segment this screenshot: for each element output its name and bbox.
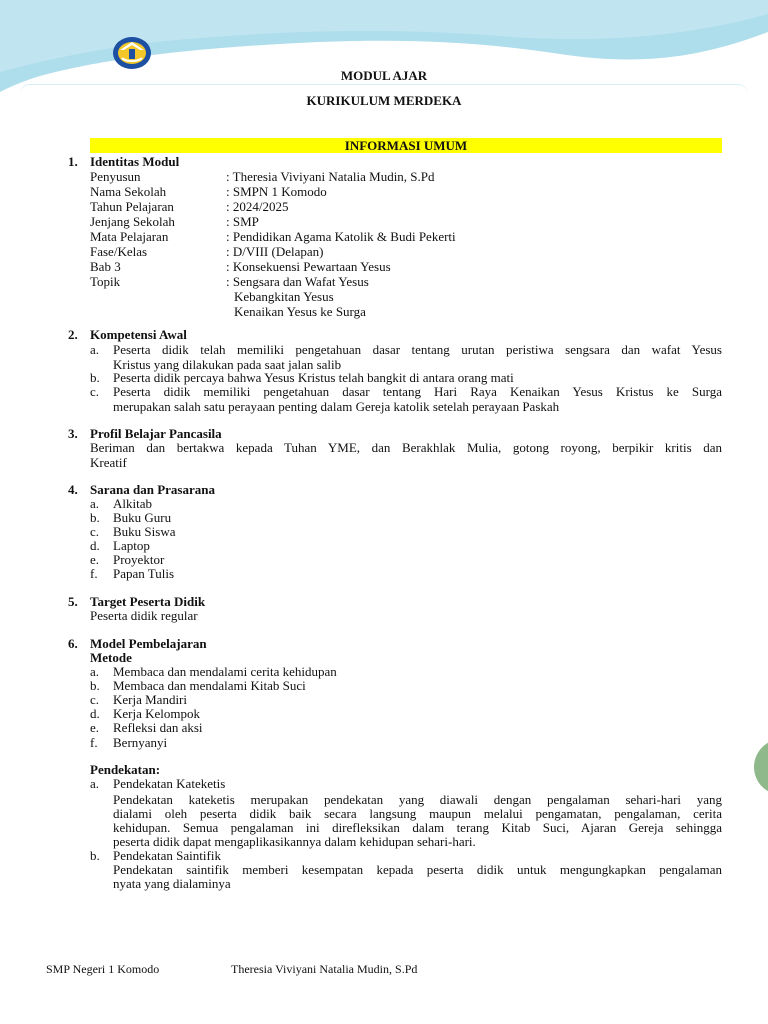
list-marker: f.	[90, 566, 98, 581]
side-decoration	[752, 738, 768, 796]
list-item: Laptop	[113, 538, 150, 553]
list-item: Peserta didik percaya bahwa Yesus Kristus telah bangkit di antara orang mati	[113, 370, 514, 385]
list-item: Papan Tulis	[113, 566, 175, 581]
list-item: Membaca dan mendalami Kitab Suci	[113, 678, 306, 693]
list-item: Proyektor	[113, 552, 165, 567]
subsection-heading: Metode	[90, 650, 132, 665]
section-heading: Identitas Modul	[90, 154, 180, 169]
section-number: 3.	[68, 426, 78, 441]
list-item: Kerja Mandiri	[113, 692, 188, 707]
list-item-continued: Kristus yang dilakukan pada saat jalan salib	[113, 357, 342, 372]
field-label: Jenjang Sekolah	[90, 214, 175, 229]
footer-author: Theresia Viviyani Natalia Mudin, S.Pd	[231, 962, 418, 976]
list-marker: e.	[90, 552, 100, 567]
field-label: Tahun Pelajaran	[90, 199, 174, 214]
list-marker: b.	[90, 848, 100, 863]
list-marker: f.	[90, 735, 98, 750]
section-heading: Sarana dan Prasarana	[90, 482, 215, 497]
field-value: : D/VIII (Delapan)	[226, 244, 324, 259]
section-heading: Kompetensi Awal	[90, 327, 187, 342]
list-item-title: Pendekatan Saintifik	[113, 848, 221, 863]
section-number: 2.	[68, 327, 78, 342]
field-value: : Konsekuensi Pewartaan Yesus	[226, 259, 391, 274]
field-label: Topik	[90, 274, 121, 289]
section-heading: Model Pembelajaran	[90, 636, 207, 651]
list-item: Buku Siswa	[113, 524, 176, 539]
field-value: : SMPN 1 Komodo	[226, 184, 327, 199]
list-marker: c.	[90, 524, 100, 539]
field-value: : SMP	[226, 214, 259, 229]
list-item: Peserta didik memiliki pengetahuan dasar tentang Hari Raya Kenaikan Yesus Kristus ke Surga	[113, 384, 722, 399]
field-value-continued: Kebangkitan Yesus	[234, 289, 334, 304]
section-number: 1.	[68, 154, 78, 169]
list-item-title: Pendekatan Kateketis	[113, 776, 226, 791]
list-marker: b.	[90, 510, 100, 525]
paragraph-text: kehidupan. Semua pengalaman ini direfleksikan dalam terang Kitab Suci, Ajaran Gereja sehingga	[113, 820, 722, 835]
list-marker: c.	[90, 384, 100, 399]
list-marker: a.	[90, 342, 100, 357]
list-item: Alkitab	[113, 496, 152, 511]
list-item: Membaca dan mendalami cerita kehidupan	[113, 664, 337, 679]
section-heading: Profil Belajar Pancasila	[90, 426, 222, 441]
field-label: Nama Sekolah	[90, 184, 167, 199]
list-marker: b.	[90, 678, 100, 693]
footer-school: SMP Negeri 1 Komodo	[46, 962, 160, 976]
section-number: 6.	[68, 636, 78, 651]
field-value: : Pendidikan Agama Katolik & Budi Pekerti	[226, 229, 456, 244]
field-label: Bab 3	[90, 259, 121, 274]
paragraph-text-continued: Kreatif	[90, 455, 127, 470]
field-label: Mata Pelajaran	[90, 229, 169, 244]
paragraph-text: peserta didik dapat mengaplikasikannya dalam kehidupan sehari-hari.	[113, 834, 476, 849]
section-banner: INFORMASI UMUM	[90, 138, 722, 153]
document-subtitle: KURIKULUM MERDEKA	[306, 93, 462, 108]
list-item-continued: merupakan salah satu perayaan penting dalam Gereja katolik setelah perayaan Paskah	[113, 399, 560, 414]
paragraph-text: Beriman dan bertakwa kepada Tuhan YME, dan Berakhlak Mulia, gotong royong, berpikir kritis dan	[90, 440, 722, 455]
subsection-heading: Pendekatan:	[90, 762, 161, 777]
paragraph-text: dialami oleh peserta didik baik secara langsung maupun melalui pengamatan, pengalaman, cerita	[113, 806, 722, 821]
list-item: Peserta didik telah memiliki pengetahuan dasar tentang urutan peristiwa sengsara dan wafat Yesus	[113, 342, 722, 357]
field-value-continued: Kenaikan Yesus ke Surga	[234, 304, 366, 319]
paragraph-text: Pendekatan saintifik memberi kesempatan kepada peserta didik untuk mengungkapkan pengalaman	[113, 862, 722, 877]
list-marker: b.	[90, 370, 100, 385]
list-item: Buku Guru	[113, 510, 172, 525]
list-marker: c.	[90, 692, 100, 707]
field-value: : Sengsara dan Wafat Yesus	[226, 274, 369, 289]
document-title: MODUL AJAR	[340, 68, 428, 83]
paragraph-text: nyata yang dialaminya	[113, 876, 231, 891]
field-value: : Theresia Viviyani Natalia Mudin, S.Pd	[226, 169, 435, 184]
list-item: Kerja Kelompok	[113, 706, 201, 721]
tut-wuri-handayani-logo-icon	[112, 36, 152, 70]
paragraph-text: Peserta didik regular	[90, 608, 198, 623]
paragraph-text: Pendekatan kateketis merupakan pendekatan yang diawali dengan pengalaman sehari-hari yang	[113, 792, 722, 807]
section-heading: Target Peserta Didik	[90, 594, 206, 609]
section-number: 5.	[68, 594, 78, 609]
field-label: Penyusun	[90, 169, 141, 184]
list-marker: e.	[90, 720, 100, 735]
list-marker: d.	[90, 538, 100, 553]
field-value: : 2024/2025	[226, 199, 289, 214]
list-marker: a.	[90, 776, 100, 791]
list-marker: a.	[90, 664, 100, 679]
section-number: 4.	[68, 482, 78, 497]
list-item: Bernyanyi	[113, 735, 168, 750]
list-marker: a.	[90, 496, 100, 511]
field-label: Fase/Kelas	[90, 244, 148, 259]
list-item: Refleksi dan aksi	[113, 720, 203, 735]
list-marker: d.	[90, 706, 100, 721]
